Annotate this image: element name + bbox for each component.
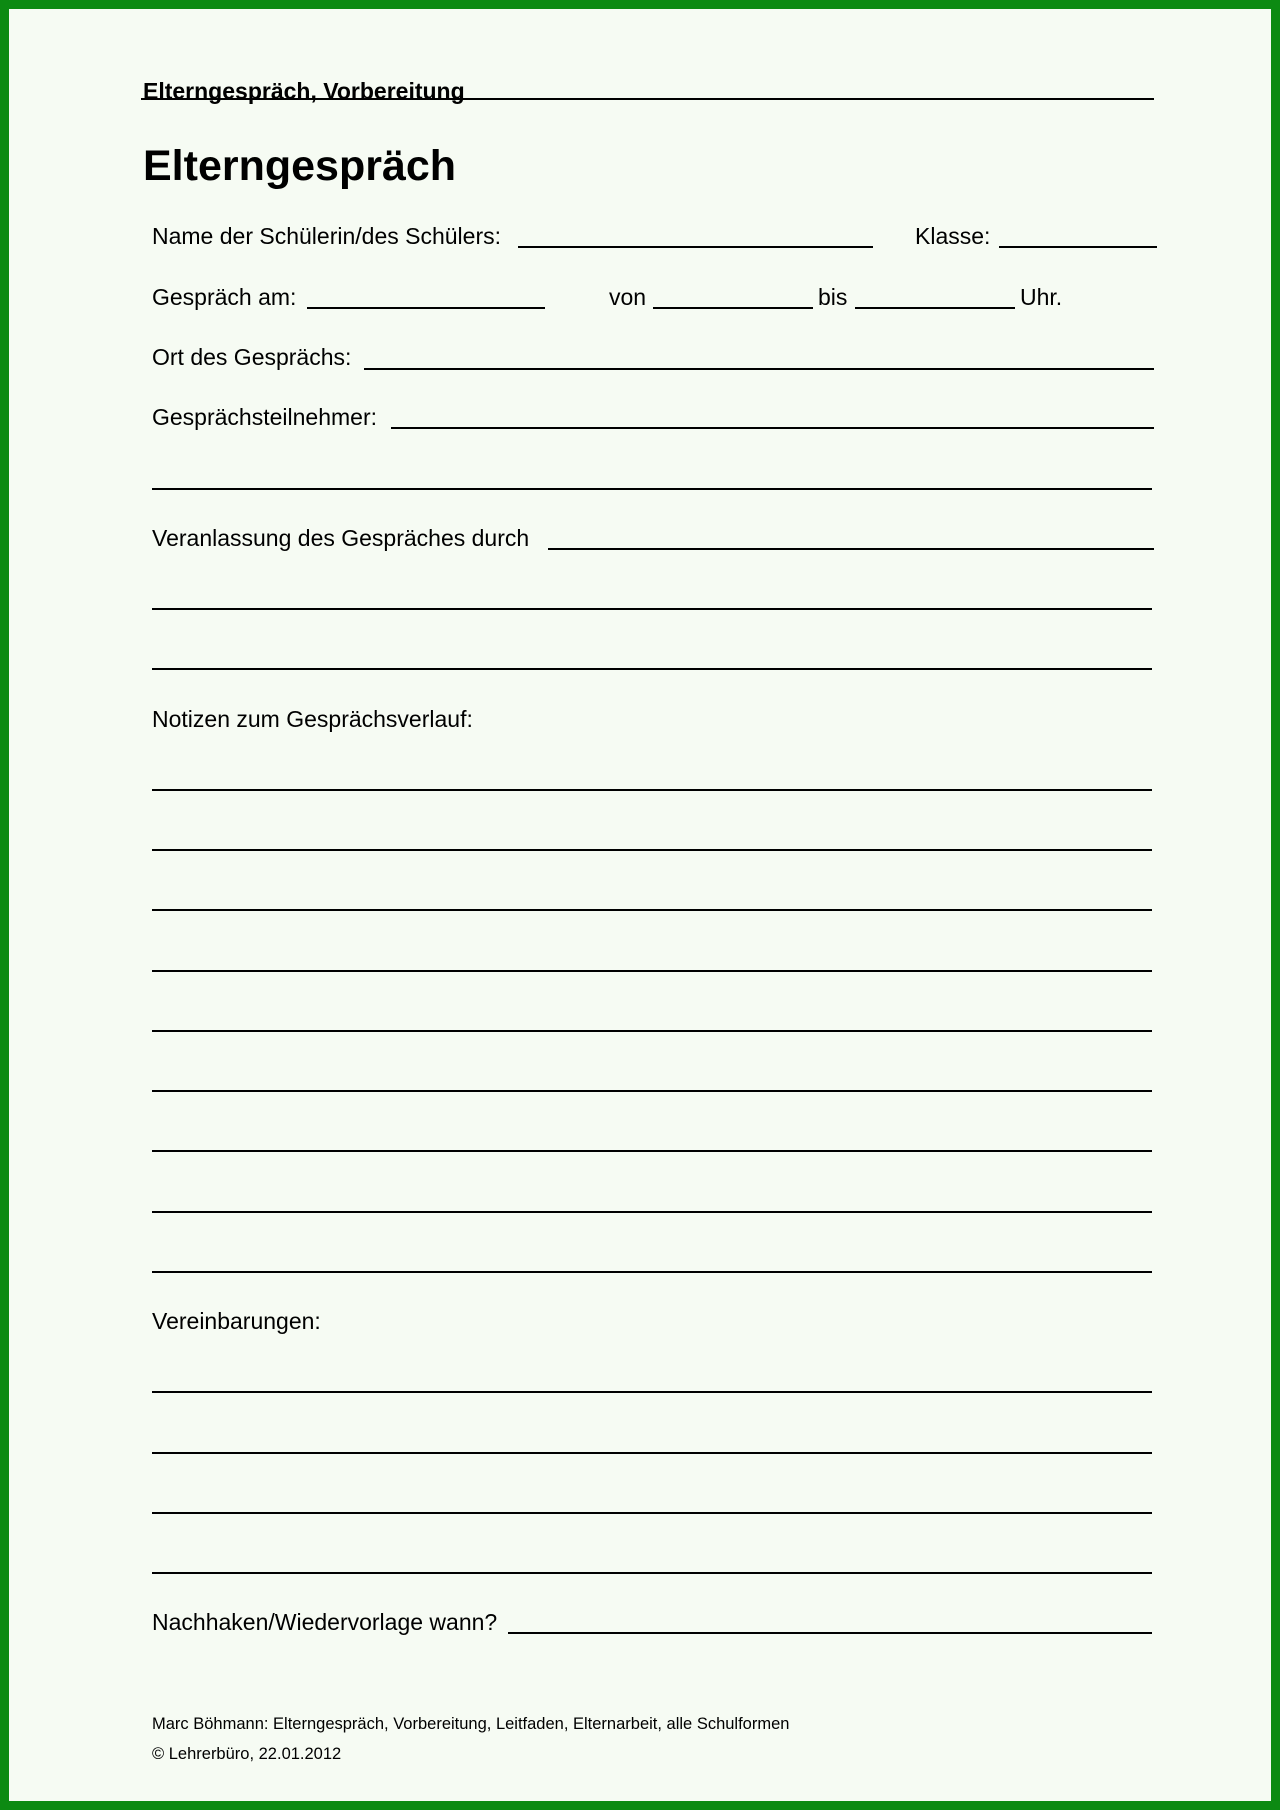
time-to-field[interactable] — [855, 307, 1015, 309]
notes-line[interactable] — [152, 1030, 1152, 1032]
notes-line[interactable] — [152, 1150, 1152, 1152]
document-header: Elterngespräch, Vorbereitung — [143, 78, 465, 104]
notes-line[interactable] — [152, 970, 1152, 972]
class-label: Klasse: — [915, 223, 991, 249]
reason-field-line-3[interactable] — [152, 668, 1152, 670]
notes-line[interactable] — [152, 1211, 1152, 1213]
followup-field[interactable] — [508, 1632, 1152, 1634]
agreements-line[interactable] — [152, 1391, 1152, 1393]
class-field[interactable] — [999, 246, 1157, 248]
agreements-heading: Vereinbarungen: — [152, 1308, 321, 1334]
notes-line[interactable] — [152, 909, 1152, 911]
page-title: Elterngespräch — [143, 142, 457, 190]
agreements-line[interactable] — [152, 1452, 1152, 1454]
participants-field[interactable] — [391, 427, 1154, 429]
header-divider — [141, 98, 1154, 100]
footer-copyright: © Lehrerbüro, 22.01.2012 — [152, 1745, 342, 1763]
reason-field-line-2[interactable] — [152, 608, 1152, 610]
reason-field[interactable] — [548, 548, 1154, 550]
agreements-line[interactable] — [152, 1512, 1152, 1514]
time-from-field[interactable] — [653, 307, 813, 309]
notes-line[interactable] — [152, 1271, 1152, 1273]
form-page — [9, 9, 1271, 1801]
student-name-field[interactable] — [518, 246, 873, 248]
reason-label: Veranlassung des Gespräches durch — [152, 525, 530, 551]
location-label: Ort des Gesprächs: — [152, 344, 352, 370]
student-name-label: Name der Schülerin/des Schülers: — [152, 223, 501, 249]
time-unit-label: Uhr. — [1020, 284, 1063, 310]
notes-line[interactable] — [152, 1090, 1152, 1092]
location-field[interactable] — [364, 368, 1154, 370]
footer-credit: Marc Böhmann: Elterngespräch, Vorbereitung, Leitfaden, Elternarbeit, alle Schulformen — [152, 1715, 790, 1733]
date-label: Gespräch am: — [152, 284, 297, 310]
notes-heading: Notizen zum Gesprächsverlauf: — [152, 706, 473, 732]
notes-line[interactable] — [152, 789, 1152, 791]
time-to-label: bis — [818, 284, 848, 310]
agreements-line[interactable] — [152, 1572, 1152, 1574]
followup-label: Nachhaken/Wiedervorlage wann? — [152, 1609, 498, 1635]
participants-field-line-2[interactable] — [152, 488, 1152, 490]
date-field[interactable] — [307, 307, 545, 309]
time-from-label: von — [609, 284, 647, 310]
participants-label: Gesprächsteilnehmer: — [152, 404, 377, 430]
notes-line[interactable] — [152, 849, 1152, 851]
